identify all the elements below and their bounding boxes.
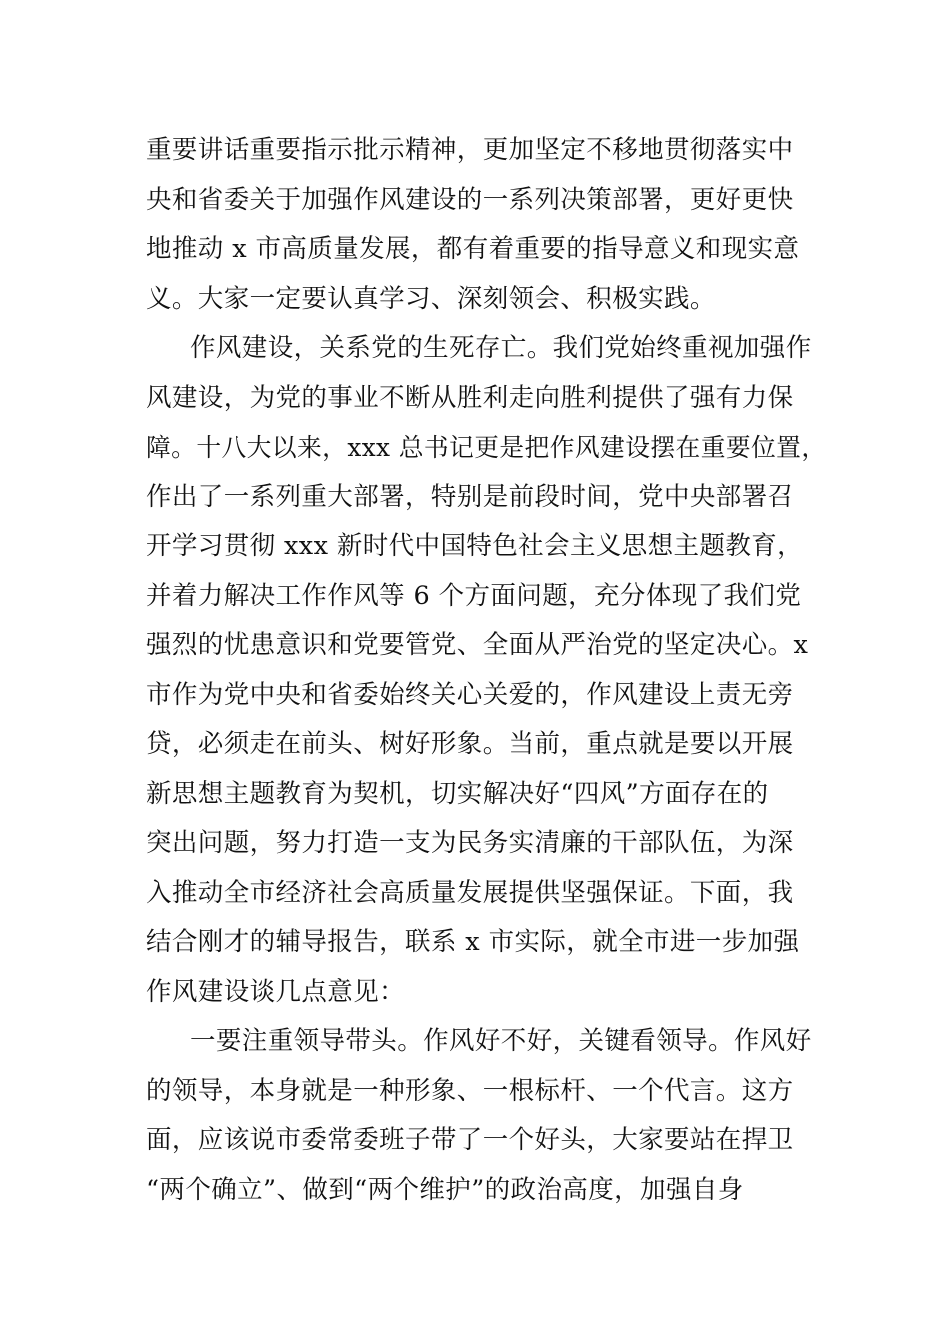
text-line: “两个确立”、做到“两个维护”的政治高度，加强自身 xyxy=(146,1174,744,1205)
text-line: 并着力解决工作作风等 6 个方面问题，充分体现了我们党 xyxy=(146,580,802,611)
text-line: 贷，必须走在前头、树好形象。当前，重点就是要以开展 xyxy=(146,729,794,759)
text-line: 强烈的忧患意识和党要管党、全面从严治党的坚定决心。x xyxy=(146,630,809,660)
text-line: 开学习贯彻 xxx 新时代中国特色社会主义思想主题教育， xyxy=(146,531,804,561)
text-line: 地推动 x 市高质量发展，都有着重要的指导意义和现实意 xyxy=(146,234,800,264)
text-line: 一要注重领导带头。作风好不好，关键看领导。作风好 xyxy=(190,1026,812,1056)
text-line: 作风建设，关系党的生死存亡。我们党始终重视加强作 xyxy=(190,333,812,363)
text-line: 作出了一系列重大部署，特别是前段时间，党中央部署召 xyxy=(146,481,794,512)
text-line: 作风建设谈几点意见： xyxy=(146,976,406,1007)
text-line: 的领导，本身就是一种形象、一根标杆、一个代言。这方 xyxy=(146,1075,794,1106)
text-line: 结合刚才的辅导报告，联系 x 市实际，就全市进一步加强 xyxy=(146,927,800,957)
text-line: 义。大家一定要认真学习、深刻领会、积极实践。 xyxy=(146,283,716,314)
text-line: 入推动全市经济社会高质量发展提供坚强保证。下面，我 xyxy=(146,877,794,908)
text-line: 重要讲话重要指示批示精神，更加坚定不移地贯彻落实中 xyxy=(146,135,794,165)
text-line: 障。十八大以来，xxx 总书记更是把作风建设摆在重要位置， xyxy=(146,433,827,462)
text-line: 央和省委关于加强作风建设的一系列决策部署，更好更快 xyxy=(146,184,794,215)
text-line: 新思想主题教育为契机，切实解决好“四风”方面存在的 xyxy=(146,778,769,809)
text-line: 面，应该说市委常委班子带了一个好头，大家要站在捍卫 xyxy=(146,1125,794,1155)
text-line: 突出问题，努力打造一支为民务实清廉的干部队伍，为深 xyxy=(146,828,794,858)
text-line: 风建设，为党的事业不断从胜利走向胜利提供了强有力保 xyxy=(146,382,794,413)
document-body xyxy=(146,126,826,1215)
text-line: 市作为党中央和省委始终关心关爱的，作风建设上责无旁 xyxy=(146,679,794,710)
